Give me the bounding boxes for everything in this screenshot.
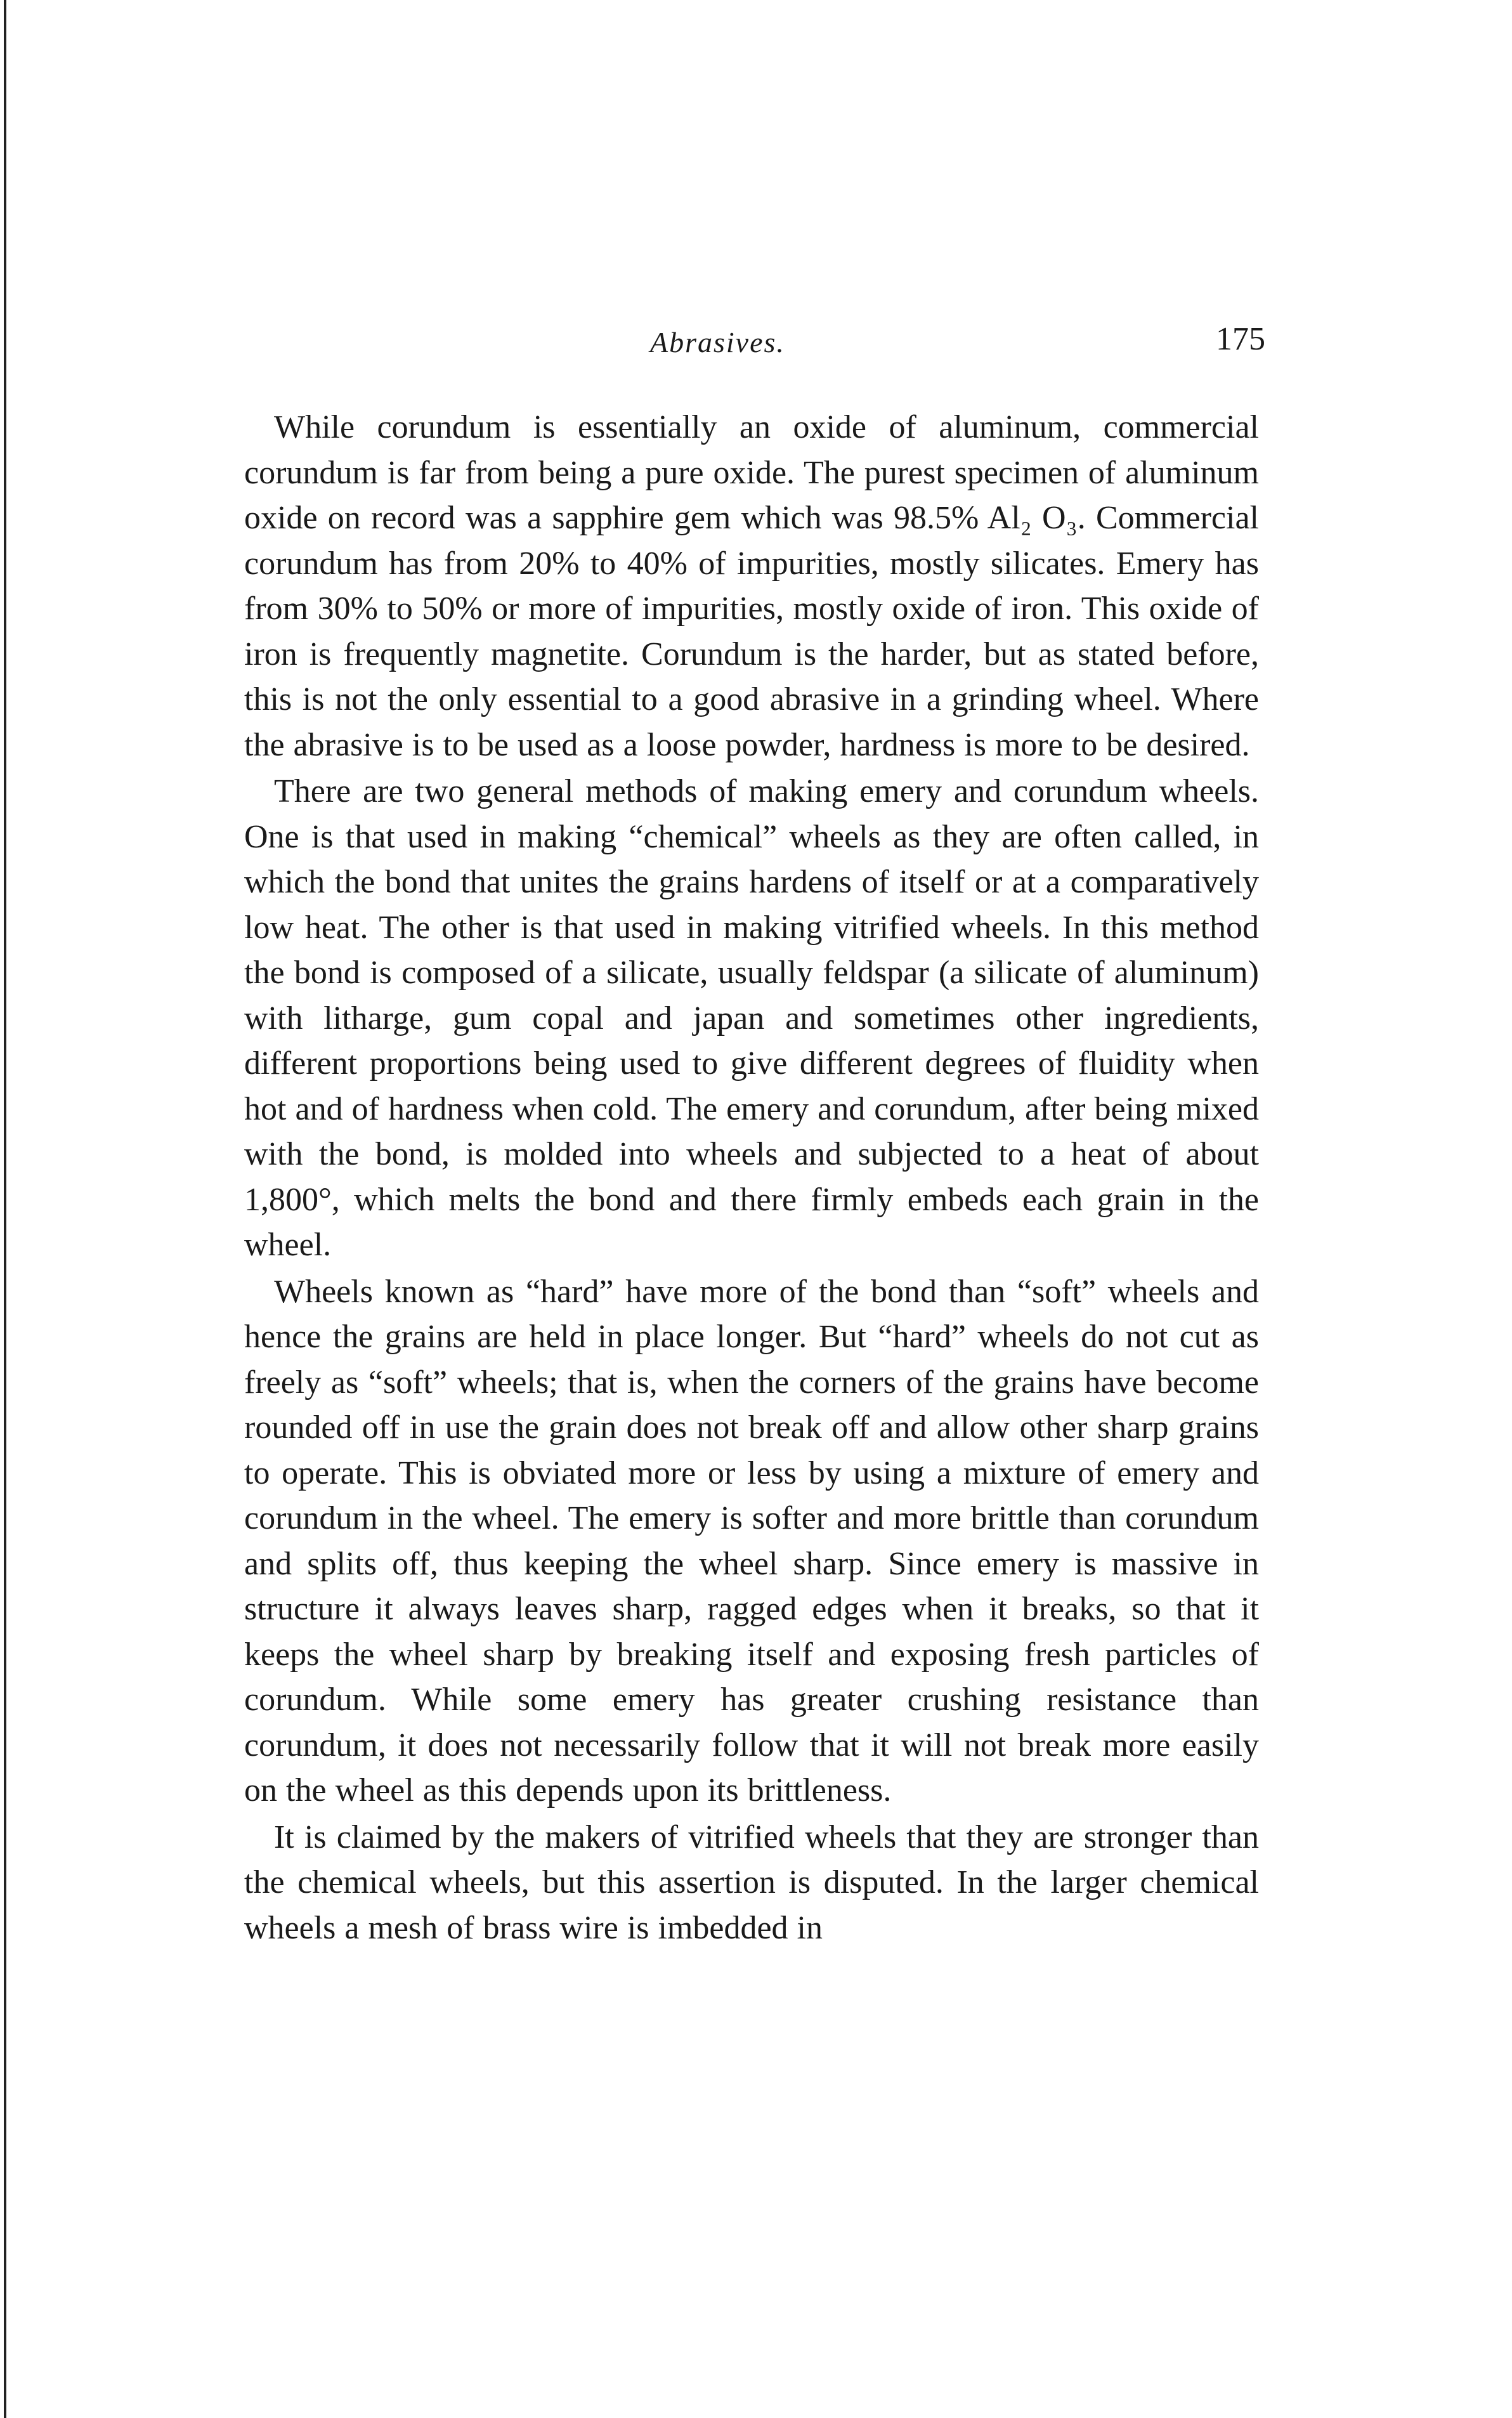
- body-text: [244, 405, 1259, 1951]
- running-head: [244, 320, 1265, 365]
- paragraph-4: It is claimed by the makers of vitrified wheels that they are stronger than the chemical wheels, but this assertion is disputed. In the larger chemical wheels a mesh of brass wire is imbedded in: [244, 1819, 1259, 1946]
- paragraph-1: While corundum is essentially an oxide of aluminum, commercial corundum is far from being a pure oxide. The purest specimen of aluminum oxide on record was a sapphire gem which was 98.5% Al₂ O₃. Commercial corundum has from 20% to 40% of impurities, mostly silicates. Emery has from 30% to 50% or more of impurities, mostly oxide of iron. This oxide of iron is frequently magnetite. Corundum is the harder, but as stated before, this is not the only essential to a good abrasive in a grinding wheel. Where the abrasive is to be used as a loose powder, hardness is more to be desired.: [244, 409, 1259, 763]
- page-edge-line: [4, 0, 6, 2418]
- page-number: 175: [1216, 321, 1265, 357]
- paragraph-2: There are two general methods of making emery and corundum wheels. One is that used in making “chemical” wheels as they are often called, in which the bond that unites the grains hardens of itself or at a comparatively low heat. The other is that used in making vitrified wheels. In this method the bond is composed of a silicate, usually feldspar (a silicate of aluminum) with litharge, gum copal and japan and sometimes other ingredients, different proportions being used to give different degrees of fluidity when hot and of hardness when cold. The emery and corundum, after being mixed with the bond, is molded into wheels and subjected to a heat of about 1,800°, which melts the bond and there firmly embeds each grain in the wheel.: [244, 773, 1259, 1263]
- paragraph-3: Wheels known as “hard” have more of the bond than “soft” wheels and hence the grains are held in place longer. But “hard” wheels do not cut as freely as “soft” wheels; that is, when the corners of the grains have become rounded off in use the grain does not break off and allow other sharp grains to operate. This is obviated more or less by using a mixture of emery and corundum in the wheel. The emery is softer and more brittle than corundum and splits off, thus keeping the wheel sharp. Since emery is massive in structure it always leaves sharp, ragged edges when it breaks, so that it keeps the wheel sharp by breaking itself and exposing fresh particles of corundum. While some emery has greater crushing resistance than corundum, it does not necessarily follow that it will not break more easily on the wheel as this depends upon its brittleness.: [244, 1273, 1259, 1808]
- running-title: Abrasives.: [650, 326, 785, 358]
